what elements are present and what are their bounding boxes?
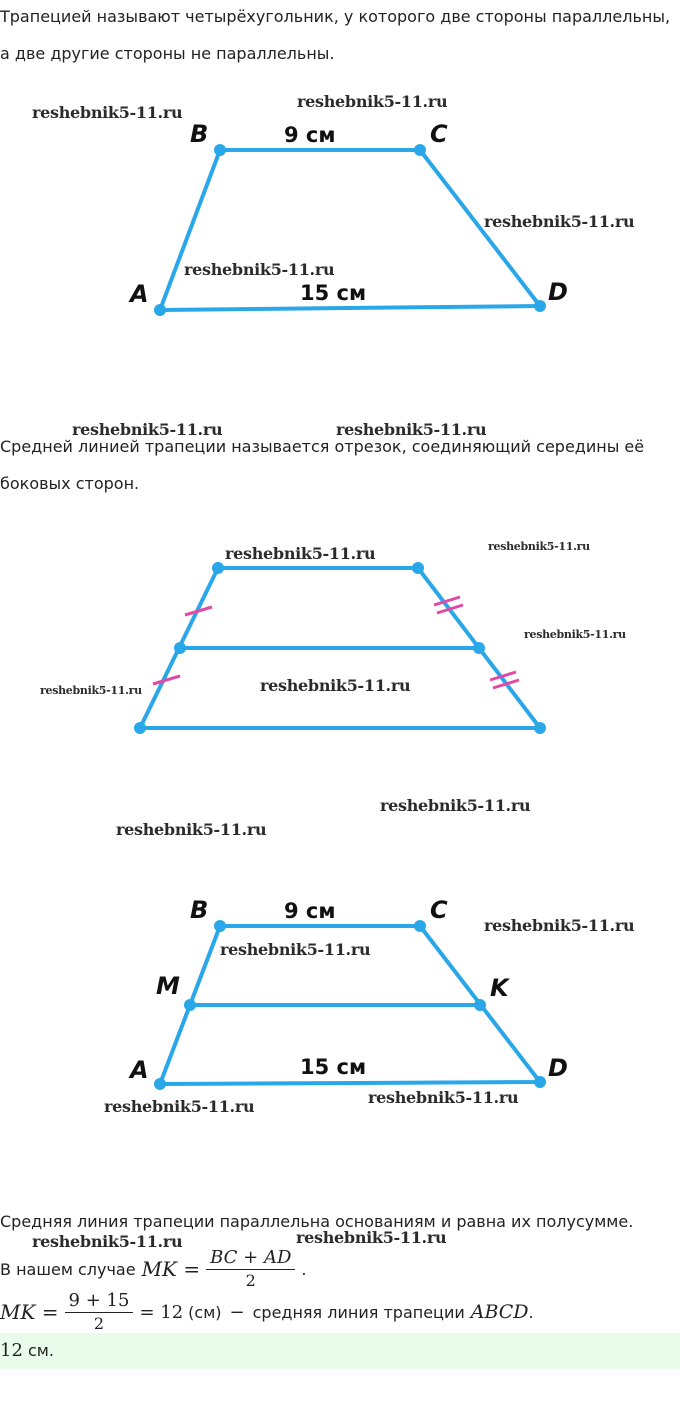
case-lhs: MK =	[141, 1257, 201, 1281]
trapezoid-midline-figure	[0, 550, 680, 750]
point-m-label: M	[156, 972, 180, 1000]
watermark: reshebnik5-11.ru	[297, 92, 448, 111]
case-prefix: В нашем случае	[0, 1259, 136, 1279]
watermark: reshebnik5-11.ru	[32, 103, 183, 122]
watermark: reshebnik5-11.ru	[336, 420, 487, 439]
answer-unit: см.	[28, 1341, 54, 1360]
calc-numerator: 9 + 15	[65, 1290, 134, 1313]
watermark: reshebnik5-11.ru	[184, 260, 335, 279]
vertex-d-label: D	[548, 278, 568, 306]
top-base-label: 9 см	[284, 123, 336, 147]
watermark: reshebnik5-11.ru	[72, 420, 223, 439]
watermark: reshebnik5-11.ru	[32, 1232, 183, 1251]
watermark: reshebnik5-11.ru	[484, 212, 635, 231]
vertex-d-label: D	[548, 1054, 568, 1082]
vertex-b-label: B	[190, 120, 209, 148]
calc-lhs: MK =	[0, 1300, 59, 1324]
watermark: reshebnik5-11.ru	[104, 1097, 255, 1116]
point-k-label: K	[490, 974, 509, 1002]
watermark: reshebnik5-11.ru	[488, 540, 590, 553]
vertex-a-label: A	[130, 280, 149, 308]
midline-property-text: Средняя линия трапеции параллельна основаниям и равна их полусумме.	[0, 1212, 634, 1231]
case-fraction	[206, 1247, 295, 1292]
vertex-c-label: C	[430, 896, 448, 924]
case-numerator: BC + AD	[206, 1247, 295, 1270]
answer-box	[0, 1333, 680, 1369]
intro-line-2: а две другие стороны не параллельны.	[0, 44, 335, 63]
bottom-base-label: 15 см	[300, 281, 367, 305]
calc-result: = 12	[139, 1301, 184, 1323]
watermark: reshebnik5-11.ru	[368, 1088, 519, 1107]
calc-trapezoid-name: ABCD	[470, 1301, 529, 1323]
case-formula-line	[0, 1244, 307, 1294]
watermark: reshebnik5-11.ru	[116, 820, 267, 839]
vertex-b-label: B	[190, 896, 209, 924]
case-suffix: .	[301, 1259, 307, 1279]
midline-def-line-1: Средней линией трапеции называется отрезок, соединяющий середины её	[0, 437, 645, 456]
bottom-base-label: 15 см	[300, 1055, 367, 1079]
equal-segment-ticks	[153, 597, 519, 688]
watermark: reshebnik5-11.ru	[40, 684, 142, 697]
watermark: reshebnik5-11.ru	[296, 1228, 447, 1247]
calculation-line	[0, 1290, 534, 1334]
calc-dash: −	[229, 1301, 245, 1323]
watermark: reshebnik5-11.ru	[380, 796, 531, 815]
intro-line-1: Трапецией называют четырёхугольник, у которого две стороны параллельны,	[0, 7, 671, 26]
watermark: reshebnik5-11.ru	[225, 544, 376, 563]
calc-fraction	[65, 1290, 134, 1334]
calc-dot: .	[528, 1302, 534, 1322]
watermark: reshebnik5-11.ru	[484, 916, 635, 935]
midline-def-line-2: боковых сторон.	[0, 474, 140, 493]
vertex-a-label: A	[130, 1056, 149, 1084]
answer-value: 12	[0, 1340, 23, 1361]
calc-tail: средняя линия трапеции	[252, 1302, 465, 1322]
vertex-c-label: C	[430, 120, 448, 148]
top-base-label: 9 см	[284, 899, 336, 923]
watermark: reshebnik5-11.ru	[260, 676, 411, 695]
calc-denominator: 2	[93, 1313, 105, 1333]
watermark: reshebnik5-11.ru	[220, 940, 371, 959]
watermark: reshebnik5-11.ru	[524, 628, 626, 641]
calc-unit: (см)	[188, 1302, 222, 1322]
case-denominator: 2	[245, 1270, 256, 1290]
